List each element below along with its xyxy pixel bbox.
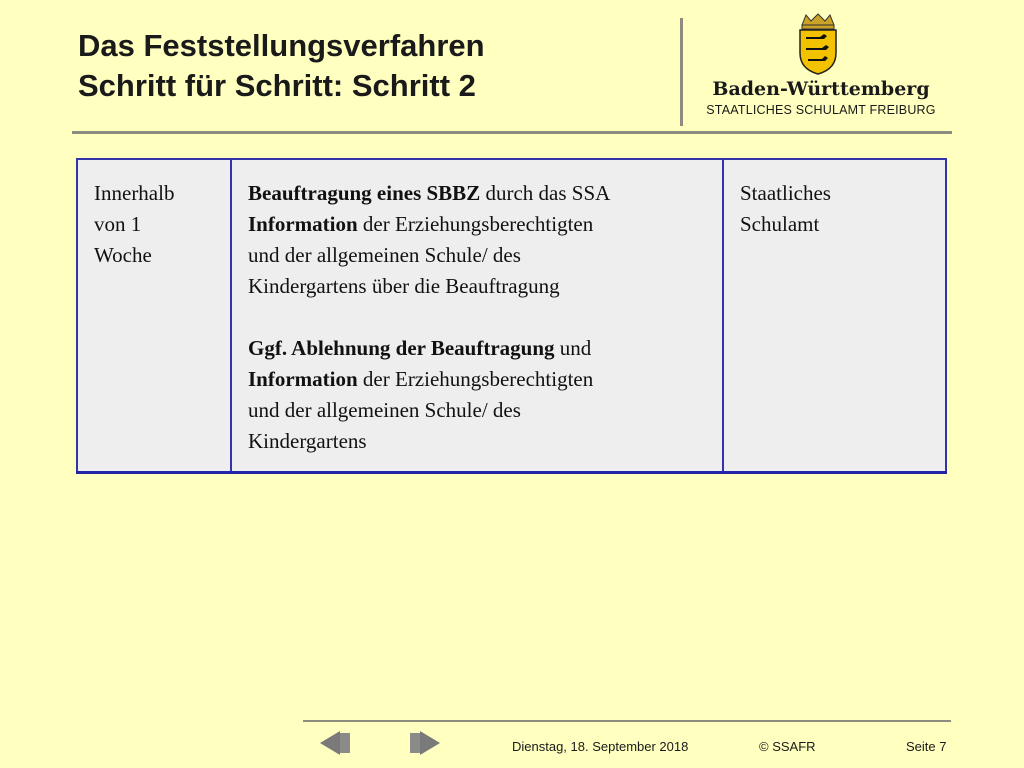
responsible-line: Staatliches <box>740 181 831 205</box>
step-line: Kindergartens <box>248 429 367 453</box>
right-arrow-icon[interactable] <box>408 730 442 756</box>
timeframe-line: Woche <box>94 243 152 267</box>
step-text: und <box>554 336 592 360</box>
step-text: der Erziehungsberechtigten <box>357 212 594 236</box>
footer-date: Dienstag, 18. September 2018 <box>512 739 689 754</box>
footer-page-number: Seite 7 <box>906 739 947 754</box>
footer-divider <box>303 720 951 722</box>
responsible-cell <box>723 159 946 473</box>
step-line <box>248 209 708 240</box>
step-emphasis: Ggf. Ablehnung der Beauftragung <box>248 336 555 360</box>
step-text: durch das SSA <box>480 181 611 205</box>
state-name: Baden-Württemberg <box>712 78 930 100</box>
table-row <box>77 159 946 473</box>
step-line: Kindergartens über die Beauftragung <box>248 274 560 298</box>
title-line-2: Schritt für Schritt: Schritt 2 <box>78 68 476 103</box>
responsible-line: Schulamt <box>740 212 820 236</box>
coat-of-arms-icon <box>796 13 840 75</box>
header-horizontal-divider <box>72 131 952 134</box>
paragraph-gap <box>248 302 708 333</box>
procedure-table <box>76 158 947 474</box>
step-emphasis: Information <box>248 367 358 391</box>
step-line <box>248 178 708 209</box>
step-emphasis: Information <box>248 212 358 236</box>
page-title <box>78 26 668 106</box>
title-line-1: Das Feststellungsverfahren <box>78 28 485 63</box>
step-emphasis: Beauftragung eines SBBZ <box>248 181 481 205</box>
timeframe-line: Innerhalb <box>94 181 175 205</box>
office-name: STAATLICHES SCHULAMT FREIBURG <box>706 103 936 117</box>
footer-copyright: © SSAFR <box>759 739 816 754</box>
timeframe-cell <box>77 159 231 473</box>
step-line: und der allgemeinen Schule/ des <box>248 243 521 267</box>
step-line <box>248 364 708 395</box>
header-vertical-divider <box>680 18 683 126</box>
step-line: und der allgemeinen Schule/ des <box>248 398 521 422</box>
timeframe-line: von 1 <box>94 212 142 236</box>
left-arrow-icon[interactable] <box>318 730 352 756</box>
step-line <box>248 333 708 364</box>
step-text: der Erziehungsberechtigten <box>357 367 594 391</box>
step-description-cell <box>231 159 723 473</box>
